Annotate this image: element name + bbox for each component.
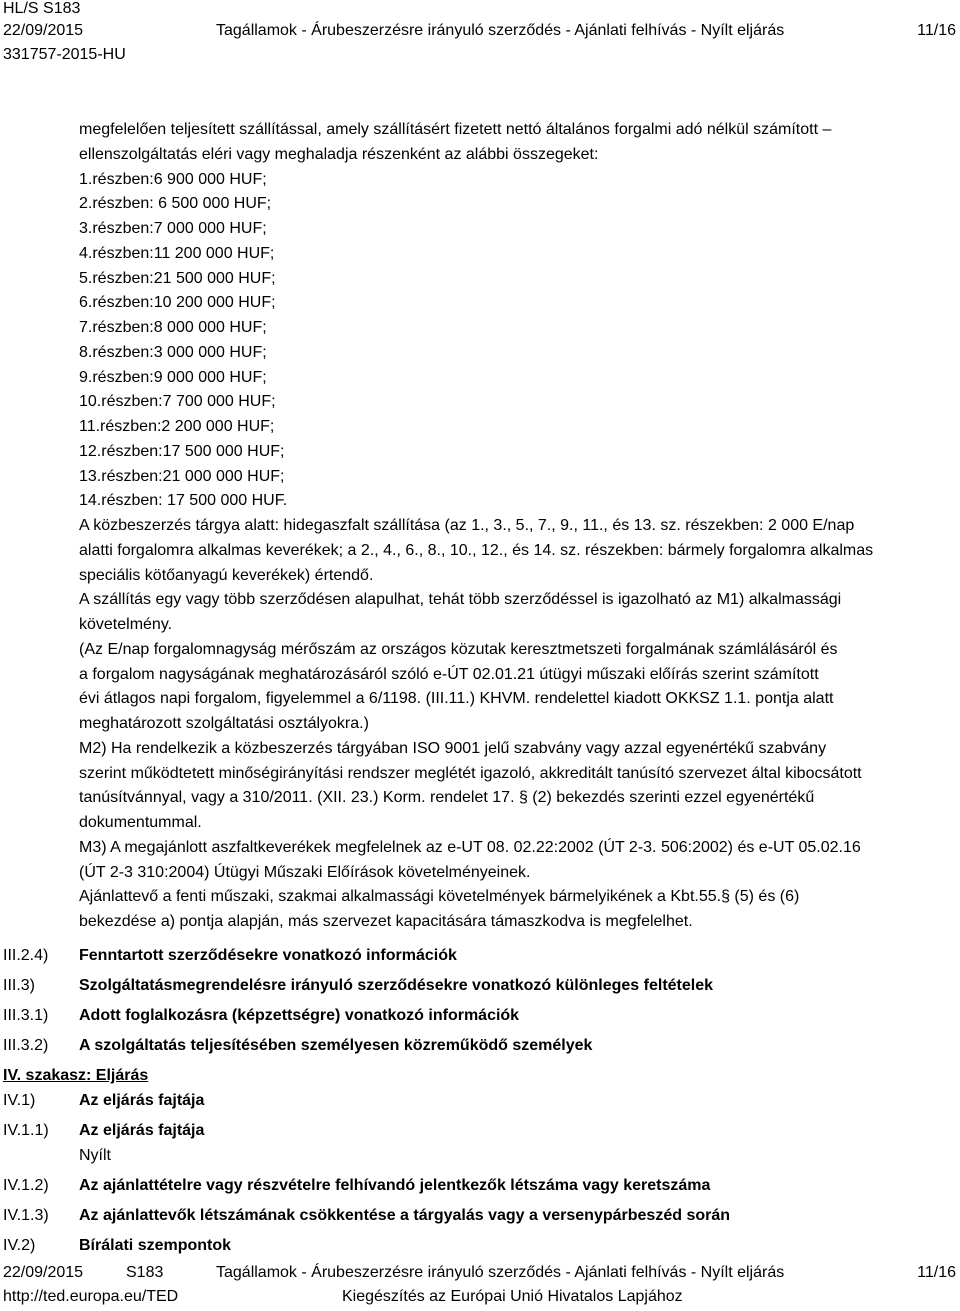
section-number: IV.1.2) xyxy=(3,1177,49,1194)
body-line: 7.részben:8 000 000 HUF; xyxy=(79,319,267,336)
section-heading: Fenntartott szerződésekre vonatkozó információk xyxy=(79,947,457,964)
body-line: 3.részben:7 000 000 HUF; xyxy=(79,220,267,237)
section-IV-1-2 xyxy=(0,1174,960,1198)
footer-publisher: Kiegészítés az Európai Unió Hivatalos Lapjához xyxy=(342,1288,683,1305)
part-IV-heading xyxy=(0,1064,960,1088)
footer-series: S183 xyxy=(126,1264,164,1281)
part-title: IV. szakasz: Eljárás xyxy=(3,1067,149,1084)
section-IV-1-3 xyxy=(0,1204,960,1228)
header-title: Tagállamok - Árubeszerzésre irányuló szerződés - Ajánlati felhívás - Nyílt eljárás xyxy=(216,22,785,39)
body-line: 9.részben:9 000 000 HUF; xyxy=(79,368,267,386)
header-ref: 331757-2015-HU xyxy=(3,46,126,63)
section-number: IV.1.3) xyxy=(3,1207,49,1224)
body-line: A közbeszerzés tárgya alatt: hidegaszfalt szállítása (az 1., 3., 5., 7., 9., 11., és 13. sz. részekben: 2 000 E/nap xyxy=(79,517,855,534)
procedure-type-value: Nyílt xyxy=(79,1147,111,1164)
section-III-3-1 xyxy=(0,1004,960,1028)
body-line: 14.részben: 17 500 000 HUF. xyxy=(79,492,288,510)
body-line: tanúsítvánnyal, vagy a 310/2011. (XII. 23.) Korm. rendelet 17. § (2) bekezdés szerinti ezzel egyenértékű xyxy=(79,789,815,807)
section-IV-1-1 xyxy=(0,1119,960,1143)
body-line: követelmény. xyxy=(79,616,173,633)
body-line: szerint működtetett minőségirányítási rendszer meglétét igazoló, akkreditált tanúsító szervezet által kibocsátott xyxy=(79,764,862,782)
page-header xyxy=(0,0,960,70)
body-line: 13.részben:21 000 000 HUF; xyxy=(79,467,285,485)
body-line: alatti forgalomra alkalmas keverékek; a 2., 4., 6., 8., 10., 12., és 14. sz. részekben: bármely forgalomra alkalmas xyxy=(79,541,874,559)
section-heading: Bírálati szempontok xyxy=(79,1237,232,1254)
section-heading: Az ajánlattételre vagy részvételre felhívandó jelentkezők létszáma vagy keretszáma xyxy=(79,1177,711,1194)
section-number: IV.1) xyxy=(3,1092,36,1109)
section-heading: Szolgáltatásmegrendelésre irányuló szerződésekre vonatkozó különleges feltételek xyxy=(79,977,714,994)
body-text xyxy=(79,118,959,935)
section-III-2-4 xyxy=(0,944,960,968)
section-heading: Az eljárás fajtája xyxy=(79,1092,205,1109)
section-number: III.3.1) xyxy=(3,1007,49,1024)
body-line: 10.részben:7 700 000 HUF; xyxy=(79,393,276,411)
body-line: (ÚT 2-3 310:2004) Útügyi Műszaki Előírások követelményeinek. xyxy=(79,863,531,881)
header-page-number: 11/16 xyxy=(917,22,956,39)
body-line: M3) A megajánlott aszfaltkeverékek megfelelnek az e-UT 08. 02.22:2002 (ÚT 2-3. 506:2002) és e-UT 05.02.16 xyxy=(79,838,861,856)
body-line: évi átlagos napi forgalom, figyelemmel a 6/1198. (III.11.) KHVM. rendelettel kiadott OKKSZ 1.1. pontja alatt xyxy=(79,690,834,708)
section-number: IV.2) xyxy=(3,1237,36,1254)
body-line: 8.részben:3 000 000 HUF; xyxy=(79,343,267,361)
body-line: megfelelően teljesített szállítással, amely szállításért fizetett nettó általános forgalmi adó nélkül számított – xyxy=(79,121,832,138)
page-footer xyxy=(0,1264,960,1311)
section-heading: A szolgáltatás teljesítésében személyesen közreműködő személyek xyxy=(79,1037,593,1054)
body-line: M2) Ha rendelkezik a közbeszerzés tárgyában ISO 9001 jelű szabvány vagy azzal egyenértékű szabvány xyxy=(79,739,827,757)
section-IV-1-1-value xyxy=(0,1144,960,1168)
section-IV-1 xyxy=(0,1089,960,1113)
body-line: speciális kötőanyagú keverékek) értendő. xyxy=(79,566,374,584)
section-number: III.3.2) xyxy=(3,1037,49,1054)
body-line: dokumentummal. xyxy=(79,814,202,831)
section-III-3-2 xyxy=(0,1034,960,1058)
body-line: 2.részben: 6 500 000 HUF; xyxy=(79,195,272,213)
header-date: 22/09/2015 xyxy=(3,22,84,39)
footer-url-link[interactable]: http://ted.europa.eu/TED xyxy=(3,1288,179,1305)
body-line: Ajánlattevő a fenti műszaki, szakmai alkalmassági követelmények bármelyikének a Kbt.55.§ (5) és (6) xyxy=(79,888,800,906)
footer-page-number: 11/16 xyxy=(917,1264,956,1281)
section-number: III.3) xyxy=(3,977,36,994)
footer-title: Tagállamok - Árubeszerzésre irányuló szerződés - Ajánlati felhívás - Nyílt eljárás xyxy=(216,1264,785,1281)
section-heading: Adott foglalkozásra (képzettségre) vonatkozó információk xyxy=(79,1007,520,1024)
body-line: ellenszolgáltatás eléri vagy meghaladja részenként az alábbi összegeket: xyxy=(79,145,599,163)
section-III-3 xyxy=(0,974,960,998)
header-code: HL/S S183 xyxy=(3,0,81,17)
footer-date: 22/09/2015 xyxy=(3,1264,84,1281)
body-line: 6.részben:10 200 000 HUF; xyxy=(79,294,276,312)
body-line: meghatározott szolgáltatási osztályokra.) xyxy=(79,715,369,732)
body-line: 4.részben:11 200 000 HUF; xyxy=(79,244,275,262)
section-heading: Az eljárás fajtája xyxy=(79,1122,205,1139)
body-line: (Az E/nap forgalomnagyság mérőszám az országos közutak keresztmetszeti forgalmának számlálásáról és xyxy=(79,640,838,658)
body-line: A szállítás egy vagy több szerződésen alapulhat, tehát több szerződéssel is igazolható az M1) alkalmassági xyxy=(79,591,842,609)
body-line: 5.részben:21 500 000 HUF; xyxy=(79,269,276,287)
section-IV-2 xyxy=(0,1234,960,1258)
section-number: III.2.4) xyxy=(3,947,49,964)
section-number: IV.1.1) xyxy=(3,1122,49,1139)
body-line: 12.részben:17 500 000 HUF; xyxy=(79,442,285,460)
body-line: a forgalom nagyságának meghatározásáról szóló e-ÚT 02.01.21 útügyi műszaki előírás szerint számított xyxy=(79,665,819,683)
body-line: bekezdése a) pontja alapján, más szervezet kapacitására támaszkodva is megfelelhet. xyxy=(79,913,693,930)
body-line: 1.részben:6 900 000 HUF; xyxy=(79,170,267,188)
body-line: 11.részben:2 200 000 HUF; xyxy=(79,418,275,435)
section-heading: Az ajánlattevők létszámának csökkentése a tárgyalás vagy a versenypárbeszéd során xyxy=(79,1207,731,1224)
